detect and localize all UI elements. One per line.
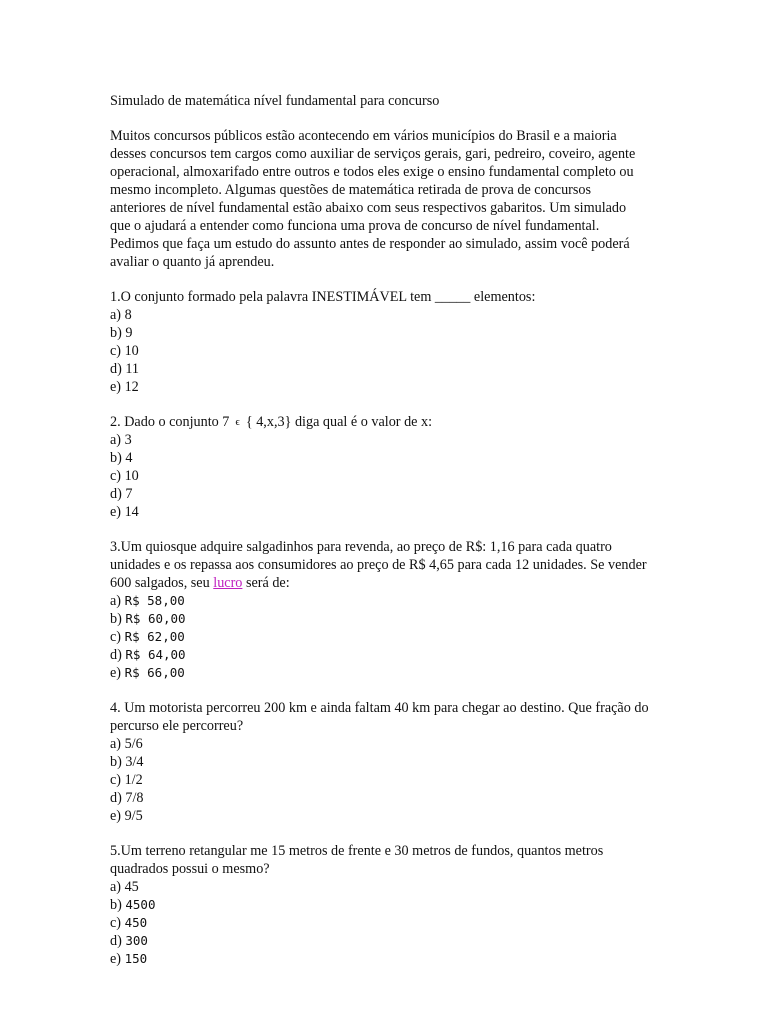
option-letter: b) <box>110 897 126 913</box>
option-letter: b) <box>110 611 126 627</box>
option-letter: d) <box>110 647 126 663</box>
option-b: b) 9 <box>110 325 133 341</box>
option-value: 150 <box>124 951 148 966</box>
intro-paragraph: Muitos concursos públicos estão acontecendo em vários municípios do Brasil e a maioria desses concursos tem cargos como auxiliar de serviços gerais, gari, pedreiro, coveiro, agente operacional, almoxarifado entre outros e todos eles exige o ensino fundamental completo ou mesmo incompleto. Algumas questões de matemática retirada de prova de concursos anteriores de nível fundamental estão abaixo com seus respectivos gabaritos. Um simulado que o ajudará a entender como funciona uma prova de concurso de nível fundamental. Pedimos que faça um estudo do assunto antes de responder ao simulado, assim você poderá avaliar o quanto já aprendeu. <box>110 128 636 270</box>
option-e: e) 12 <box>110 379 139 395</box>
option-e: e) 9/5 <box>110 808 143 824</box>
option-value: R$ 66,00 <box>124 665 185 680</box>
option-b: b) 4 <box>110 450 133 466</box>
question-2-options <box>110 431 650 521</box>
question-2-text-start: 2. Dado o conjunto 7 <box>110 414 230 430</box>
option-d <box>110 646 650 664</box>
question-4-text: 4. Um motorista percorreu 200 km e ainda faltam 40 km para chegar ao destino. Que fração do percurso ele percorreu? <box>110 700 649 734</box>
option-value: 450 <box>124 915 148 930</box>
option-b <box>110 896 650 914</box>
question-2 <box>110 413 650 521</box>
option-a: a) 3 <box>110 432 132 448</box>
option-value: R$ 64,00 <box>125 647 186 662</box>
option-value: R$ 62,00 <box>124 629 185 644</box>
option-b: b) 3/4 <box>110 754 144 770</box>
element-of-symbol: ϵ <box>235 416 240 428</box>
option-value: R$ 60,00 <box>125 611 186 626</box>
option-letter: c) <box>110 915 125 931</box>
option-e <box>110 950 650 968</box>
option-d: d) 11 <box>110 361 140 377</box>
question-1 <box>110 288 650 396</box>
option-c: c) 10 <box>110 468 139 484</box>
question-3-text <box>110 538 650 592</box>
option-value: 300 <box>125 933 148 948</box>
option-a <box>110 878 650 896</box>
question-4-options <box>110 735 650 825</box>
option-letter: a) <box>110 879 125 895</box>
question-1-options <box>110 306 650 396</box>
option-b <box>110 610 650 628</box>
option-letter: e) <box>110 665 125 681</box>
question-3-options <box>110 592 650 682</box>
option-e <box>110 664 650 682</box>
option-e: e) 14 <box>110 504 139 520</box>
question-1-text: 1.O conjunto formado pela palavra INESTIMÁVEL tem _____ elementos: <box>110 289 536 305</box>
question-3 <box>110 538 650 682</box>
question-3-text-start: 3.Um quiosque adquire salgadinhos para revenda, ao preço de R$: 1,16 para cada quatro unidades e os repassa aos consumidores ao preço de R$ 4,65 para cada 12 unidades. Se vender 600 salgados, seu <box>110 539 647 591</box>
option-c <box>110 628 650 646</box>
option-value: R$ 58,00 <box>124 593 185 608</box>
question-4 <box>110 699 650 825</box>
option-c: c) 10 <box>110 343 139 359</box>
lucro-link[interactable]: lucro <box>213 575 243 591</box>
question-2-text <box>110 413 650 431</box>
option-d: d) 7 <box>110 486 133 502</box>
question-5 <box>110 842 650 968</box>
option-value: 45 <box>124 879 139 895</box>
option-c <box>110 914 650 932</box>
option-letter: d) <box>110 933 126 949</box>
option-a: a) 5/6 <box>110 736 143 752</box>
option-letter: a) <box>110 593 125 609</box>
option-c: c) 1/2 <box>110 772 143 788</box>
option-value: 4500 <box>125 897 156 912</box>
option-a <box>110 592 650 610</box>
option-d <box>110 932 650 950</box>
option-d: d) 7/8 <box>110 790 144 806</box>
question-3-text-end: será de: <box>242 575 290 591</box>
question-5-text: 5.Um terreno retangular me 15 metros de frente e 30 metros de fundos, quantos metros quadrados possui o mesmo? <box>110 843 604 877</box>
option-a: a) 8 <box>110 307 132 323</box>
option-letter: c) <box>110 629 125 645</box>
question-5-options <box>110 878 650 968</box>
question-2-text-end: { 4,x,3} diga qual é o valor de x: <box>245 414 433 430</box>
option-letter: e) <box>110 951 125 967</box>
document-title: Simulado de matemática nível fundamental para concurso <box>110 93 440 109</box>
document-page <box>110 92 650 985</box>
